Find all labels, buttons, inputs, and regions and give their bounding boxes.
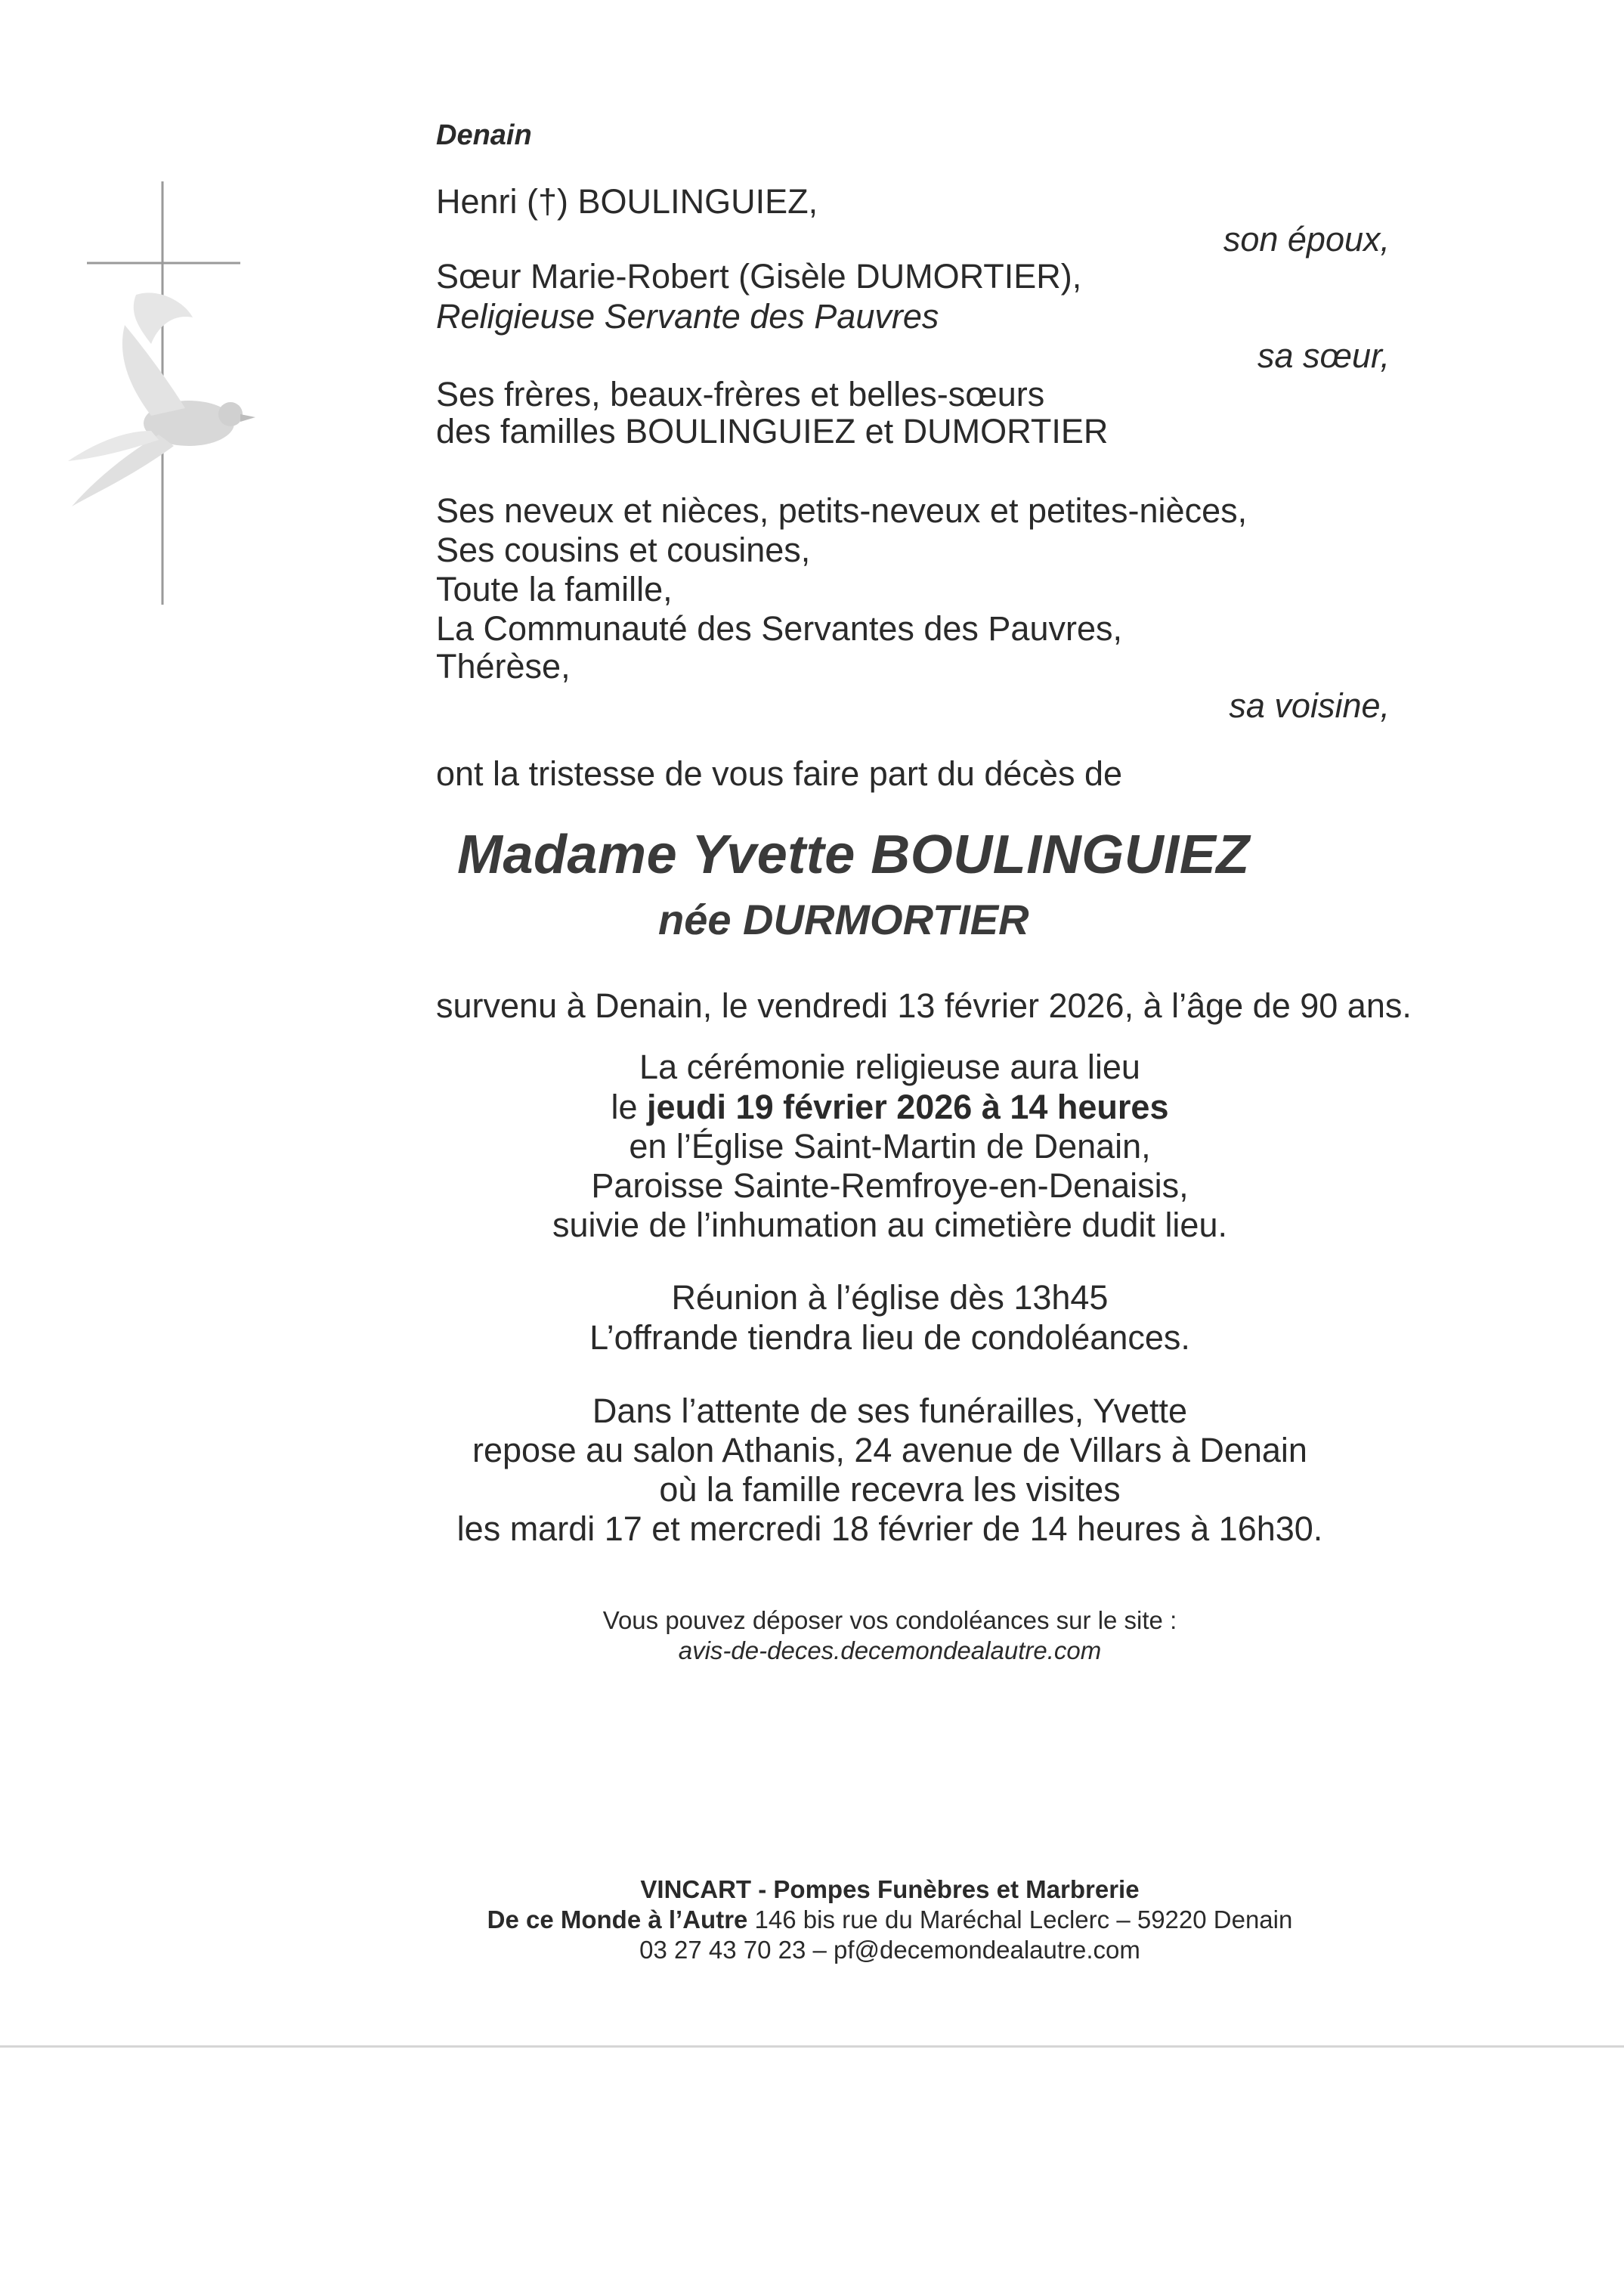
footer-address: 146 bis rue du Maréchal Leclerc – 59220 Denain — [747, 1905, 1293, 1933]
condolences-site: avis-de-deces.decemondealautre.com — [678, 1636, 1102, 1664]
visitation-line-3: où la famille recevra les visites — [659, 1470, 1121, 1509]
community-line: La Communauté des Servantes des Pauvres, — [436, 609, 1122, 648]
sister-title: Religieuse Servante des Pauvres — [436, 297, 939, 336]
footer-address-line — [78, 1905, 1624, 1935]
visitation-line-2: repose au salon Athanis, 24 avenue de Villars à Denain — [472, 1431, 1307, 1469]
announcement-intro: ont la tristesse de vous faire part du décès de — [436, 754, 1123, 793]
ceremony-line-4: Paroisse Sainte-Remfroye-en-Denaisis, — [591, 1166, 1189, 1205]
neighbor-name: Thérèse, — [436, 647, 571, 686]
deceased-name: Madame Yvette BOULINGUIEZ — [457, 825, 1250, 885]
ceremony-line-2-prefix: le — [611, 1088, 648, 1126]
visitation-line-1: Dans l’attente de ses funérailles, Yvette — [592, 1392, 1188, 1430]
husband-name: Henri (†) BOULINGUIEZ, — [436, 182, 818, 221]
nephews-line: Ses neveux et nièces, petits-neveux et petites-nièces, — [436, 491, 1248, 530]
footer-company: VINCART - Pompes Funèbres et Marbrerie — [640, 1875, 1140, 1903]
visitation-line-4: les mardi 17 et mercredi 18 février de 14 heures à 16h30. — [456, 1509, 1323, 1548]
sister-role: sa sœur, — [1257, 336, 1390, 375]
condolences-line: Vous pouvez déposer vos condoléances sur le site : — [602, 1606, 1177, 1634]
cousins-line: Ses cousins et cousines, — [436, 531, 811, 569]
meeting-line-1: Réunion à l’église dès 13h45 — [671, 1278, 1109, 1317]
ceremony-date: jeudi 19 février 2026 à 14 heures — [647, 1088, 1169, 1126]
sister-name: Sœur Marie-Robert (Gisèle DUMORTIER), — [436, 257, 1082, 296]
husband-role: son époux, — [1223, 220, 1390, 259]
death-info: survenu à Denain, le vendredi 13 février 2026, à l’âge de 90 ans. — [436, 986, 1412, 1025]
footer-contact: 03 27 43 70 23 – pf@decemondealautre.com — [639, 1936, 1140, 1964]
maiden-name: née DURMORTIER — [658, 896, 1029, 943]
siblings-line-1: Ses frères, beaux-frères et belles-sœurs — [436, 375, 1045, 413]
siblings-line-2: des familles BOULINGUIEZ et DUMORTIER — [436, 412, 1109, 450]
footer-brand: De ce Monde à l’Autre — [487, 1905, 748, 1933]
ceremony-line-3: en l’Église Saint-Martin de Denain, — [629, 1127, 1151, 1166]
cross-with-dove-icon — [45, 174, 264, 612]
ceremony-line-1: La cérémonie religieuse aura lieu — [639, 1048, 1140, 1086]
ceremony-line-5: suivie de l’inhumation au cimetière dudit lieu. — [552, 1206, 1227, 1244]
ceremony-line-2 — [78, 1085, 1624, 1129]
page-bottom-rule — [0, 2045, 1624, 2048]
meeting-line-2: L’offrande tiendra lieu de condoléances. — [589, 1318, 1190, 1357]
neighbor-role: sa voisine, — [1229, 686, 1390, 725]
place-header: Denain — [436, 119, 532, 151]
family-line: Toute la famille, — [436, 570, 673, 608]
